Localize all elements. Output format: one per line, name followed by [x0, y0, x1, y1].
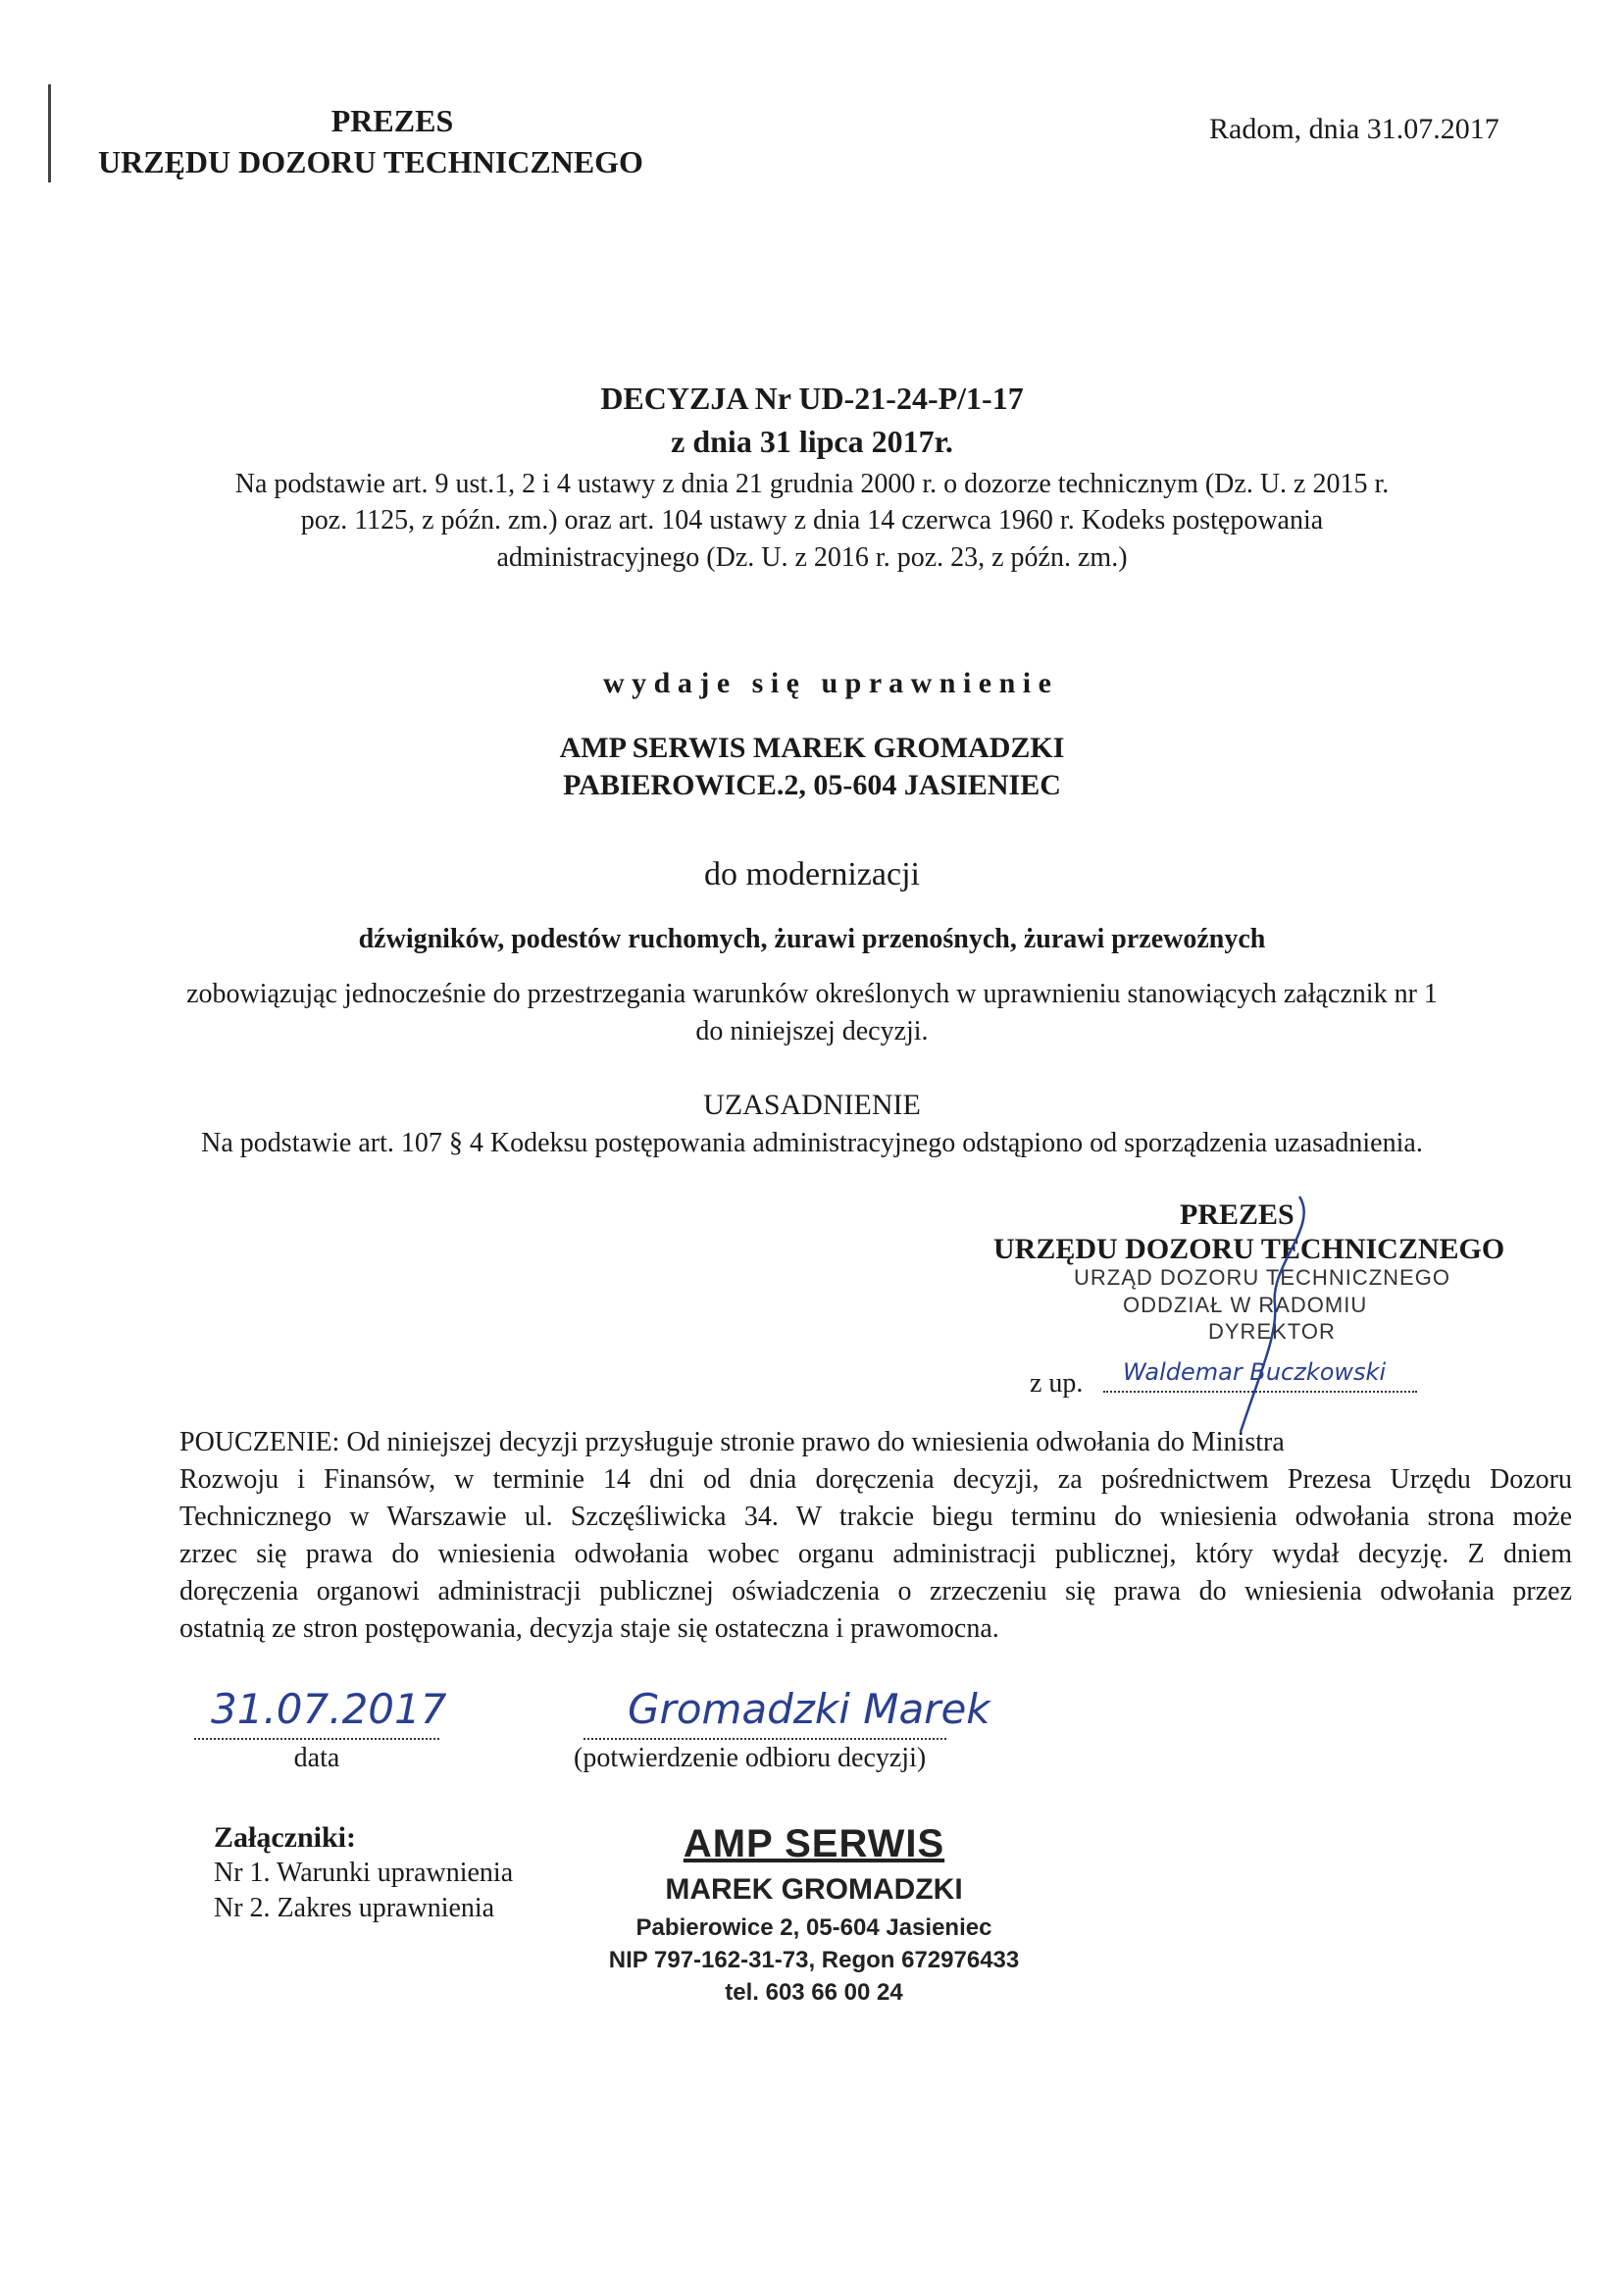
legal-basis-line1: Na podstawie art. 9 ust.1, 2 i 4 ustawy z dnia 21 grudnia 2000 r. o dozorze technicznym (Dz. U. z 2015 r. — [234, 469, 1390, 499]
stamp-director: DYREKTOR — [1208, 1319, 1336, 1344]
company-stamp-address: Pabierowice 2, 05-604 Jasieniec — [635, 1914, 992, 1941]
obligation-line2: do niniejszej decyzji. — [695, 1016, 929, 1046]
place-date: Radom, dnia 31.07.2017 — [1209, 113, 1499, 145]
company-stamp-phone: tel. 603 66 00 24 — [725, 1979, 903, 2006]
signature-dotted-line — [1103, 1391, 1417, 1393]
decision-date: z dnia 31 lipca 2017r. — [671, 424, 953, 459]
date-label: data — [293, 1743, 340, 1773]
signature-issuer-line1: PREZES — [1180, 1198, 1294, 1231]
instruction-line5: doręczenia organowi administracji publicznej oświadczenia o zrzeczeniu się prawa do wniesienia odwołania przez — [179, 1576, 1572, 1606]
legal-basis-line2: poz. 1125, z późn. zm.) oraz art. 104 ustawy z dnia 14 czerwca 1960 r. Kodeks postępowania — [300, 505, 1324, 535]
attachments-heading: Załączniki: — [214, 1821, 357, 1854]
company-stamp-owner: MAREK GROMADZKI — [665, 1873, 963, 1906]
attachment-item-1: Nr 1. Warunki uprawnienia — [214, 1858, 514, 1888]
scope-text: do modernizacji — [704, 856, 920, 892]
company-stamp-name: AMP SERWIS — [683, 1822, 945, 1865]
instruction-line3: Technicznego w Warszawie ul. Szczęśliwicka 34. W trakcie biegu terminu do wniesienia odwołania strona może — [179, 1502, 1572, 1532]
handwritten-receipt-signature: Gromadzki Marek — [628, 1685, 990, 1733]
handwritten-signature-stroke — [1231, 1187, 1319, 1442]
entity-name: AMP SERWIS MAREK GROMADZKI — [559, 732, 1065, 764]
decision-title: DECYZJA Nr UD-21-24-P/1-17 — [600, 381, 1024, 416]
issuer-line1: PREZES — [330, 103, 454, 138]
grant-line: w y d a j e s i ę u p r a w n i e n i e — [603, 667, 1051, 699]
justification-heading: UZASADNIENIE — [703, 1089, 921, 1121]
stamp-office: URZĄD DOZORU TECHNICZNEGO — [1074, 1265, 1450, 1290]
instruction-line4: zrzec się prawa do wniesienia odwołania wobec organu administracji publicznej, który wydał decyzję. Z dniem — [179, 1539, 1572, 1569]
issuer-line2: URZĘDU DOZORU TECHNICZNEGO — [98, 144, 643, 179]
justification-text: Na podstawie art. 107 § 4 Kodeksu postępowania administracyjnego odstąpiono od sporządzenia uzasadnienia. — [201, 1128, 1423, 1158]
legal-basis-line3: administracyjnego (Dz. U. z 2016 r. poz. 23, z późn. zm.) — [496, 542, 1128, 573]
stamp-branch: ODDZIAŁ W RADOMIU — [1123, 1293, 1368, 1317]
instruction-line1: POUCZENIE: Od niniejszej decyzji przysługuje stronie prawo do wniesienia odwołania do Ministra — [179, 1427, 1285, 1457]
instruction-line2: Rozwoju i Finansów, w terminie 14 dni od dnia doręczenia decyzji, za pośrednictwem Prezesa Urzędu Dozoru — [179, 1464, 1572, 1495]
proxy-label: z up. — [1030, 1368, 1084, 1399]
signer-name: Waldemar Buczkowski — [1123, 1358, 1387, 1386]
company-stamp-ids: NIP 797-162-31-73, Regon 672976433 — [608, 1947, 1020, 1973]
entity-address: PABIEROWICE.2, 05-604 JASIENIEC — [563, 769, 1061, 801]
obligation-line1: zobowiązując jednocześnie do przestrzegania warunków określonych w uprawnieniu stanowiących załącznik nr 1 — [186, 979, 1438, 1009]
receipt-confirmation-label: (potwierdzenie odbioru decyzji) — [574, 1743, 927, 1773]
attachment-item-2: Nr 2. Zakres uprawnienia — [214, 1893, 495, 1923]
instruction-line6: ostatnią ze stron postępowania, decyzja staje się ostateczna i prawomocna. — [179, 1613, 999, 1644]
scan-edge-mark — [48, 84, 51, 182]
signature-issuer-line2: URZĘDU DOZORU TECHNICZNEGO — [993, 1233, 1505, 1265]
handwritten-date: 31.07.2017 — [211, 1685, 447, 1733]
date-dotted-line — [194, 1738, 439, 1740]
receipt-dotted-line — [584, 1738, 946, 1740]
device-list: dźwigników, podestów ruchomych, żurawi przenośnych, żurawi przewoźnych — [358, 924, 1266, 954]
